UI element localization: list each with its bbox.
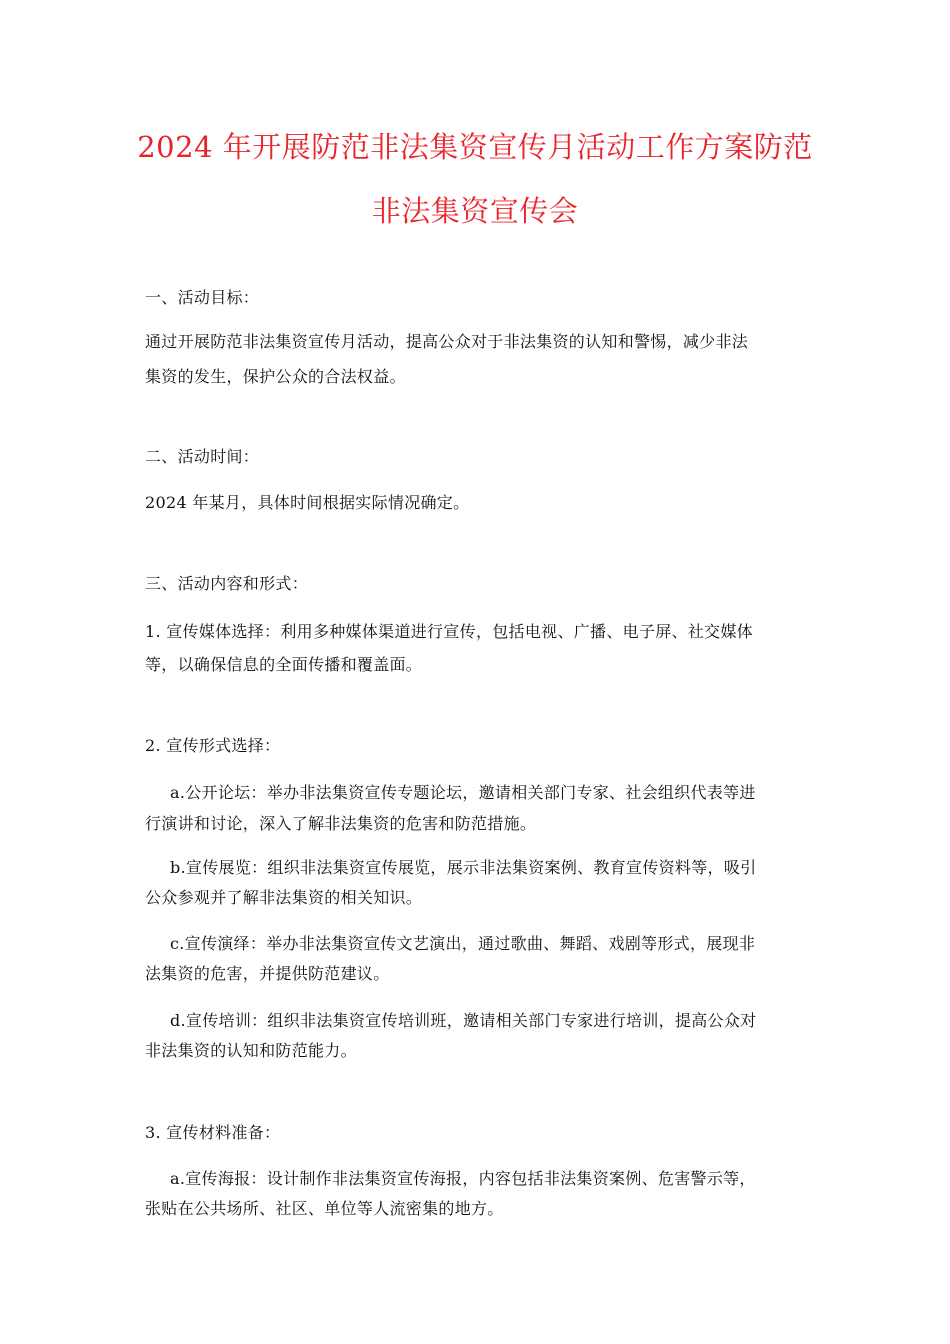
paragraph-line: a.宣传海报：设计制作非法集资宣传海报，内容包括非法集资案例、危害警示等， — [170, 1169, 756, 1188]
paragraph-line: c.宣传演绎：举办非法集资宣传文艺演出，通过歌曲、舞蹈、戏剧等形式，展现非 — [170, 934, 756, 953]
subsection-heading-materials: 3. 宣传材料准备： — [145, 1123, 281, 1142]
section-heading-content: 三、活动内容和形式： — [145, 574, 309, 593]
subsection-heading-forms: 2. 宣传形式选择： — [145, 736, 281, 755]
paragraph-line: 法集资的危害，并提供防范建议。 — [145, 964, 390, 983]
section-heading-goal: 一、活动目标： — [145, 288, 260, 307]
paragraph-line: 公众参观并了解非法集资的相关知识。 — [145, 888, 423, 907]
paragraph-line: 非法集资的认知和防范能力。 — [145, 1041, 357, 1060]
paragraph-line: a.公开论坛：举办非法集资宣传专题论坛，邀请相关部门专家、社会组织代表等进 — [170, 783, 756, 802]
section-heading-time: 二、活动时间： — [145, 447, 260, 466]
paragraph-line: 张贴在公共场所、社区、单位等人流密集的地方。 — [145, 1199, 504, 1218]
document-title-line-2: 非法集资宣传会 — [371, 194, 579, 228]
document-title-line-1: 2024 年开展防范非法集资宣传月活动工作方案防范 — [137, 130, 813, 164]
paragraph-line: 集资的发生，保护公众的合法权益。 — [145, 367, 406, 386]
paragraph-line: b.宣传展览：组织非法集资宣传展览，展示非法集资案例、教育宣传资料等，吸引 — [170, 858, 757, 877]
paragraph-line: 1. 宣传媒体选择：利用多种媒体渠道进行宣传，包括电视、广播、电子屏、社交媒体 — [145, 622, 754, 641]
paragraph-line: 通过开展防范非法集资宣传月活动，提高公众对于非法集资的认知和警惕，减少非法 — [145, 332, 749, 351]
paragraph-line: 2024 年某月，具体时间根据实际情况确定。 — [145, 493, 470, 512]
paragraph-line: 行演讲和讨论，深入了解非法集资的危害和防范措施。 — [145, 814, 537, 833]
paragraph-line: d.宣传培训：组织非法集资宣传培训班，邀请相关部门专家进行培训，提高公众对 — [170, 1011, 757, 1030]
paragraph-line: 等，以确保信息的全面传播和覆盖面。 — [145, 655, 423, 674]
